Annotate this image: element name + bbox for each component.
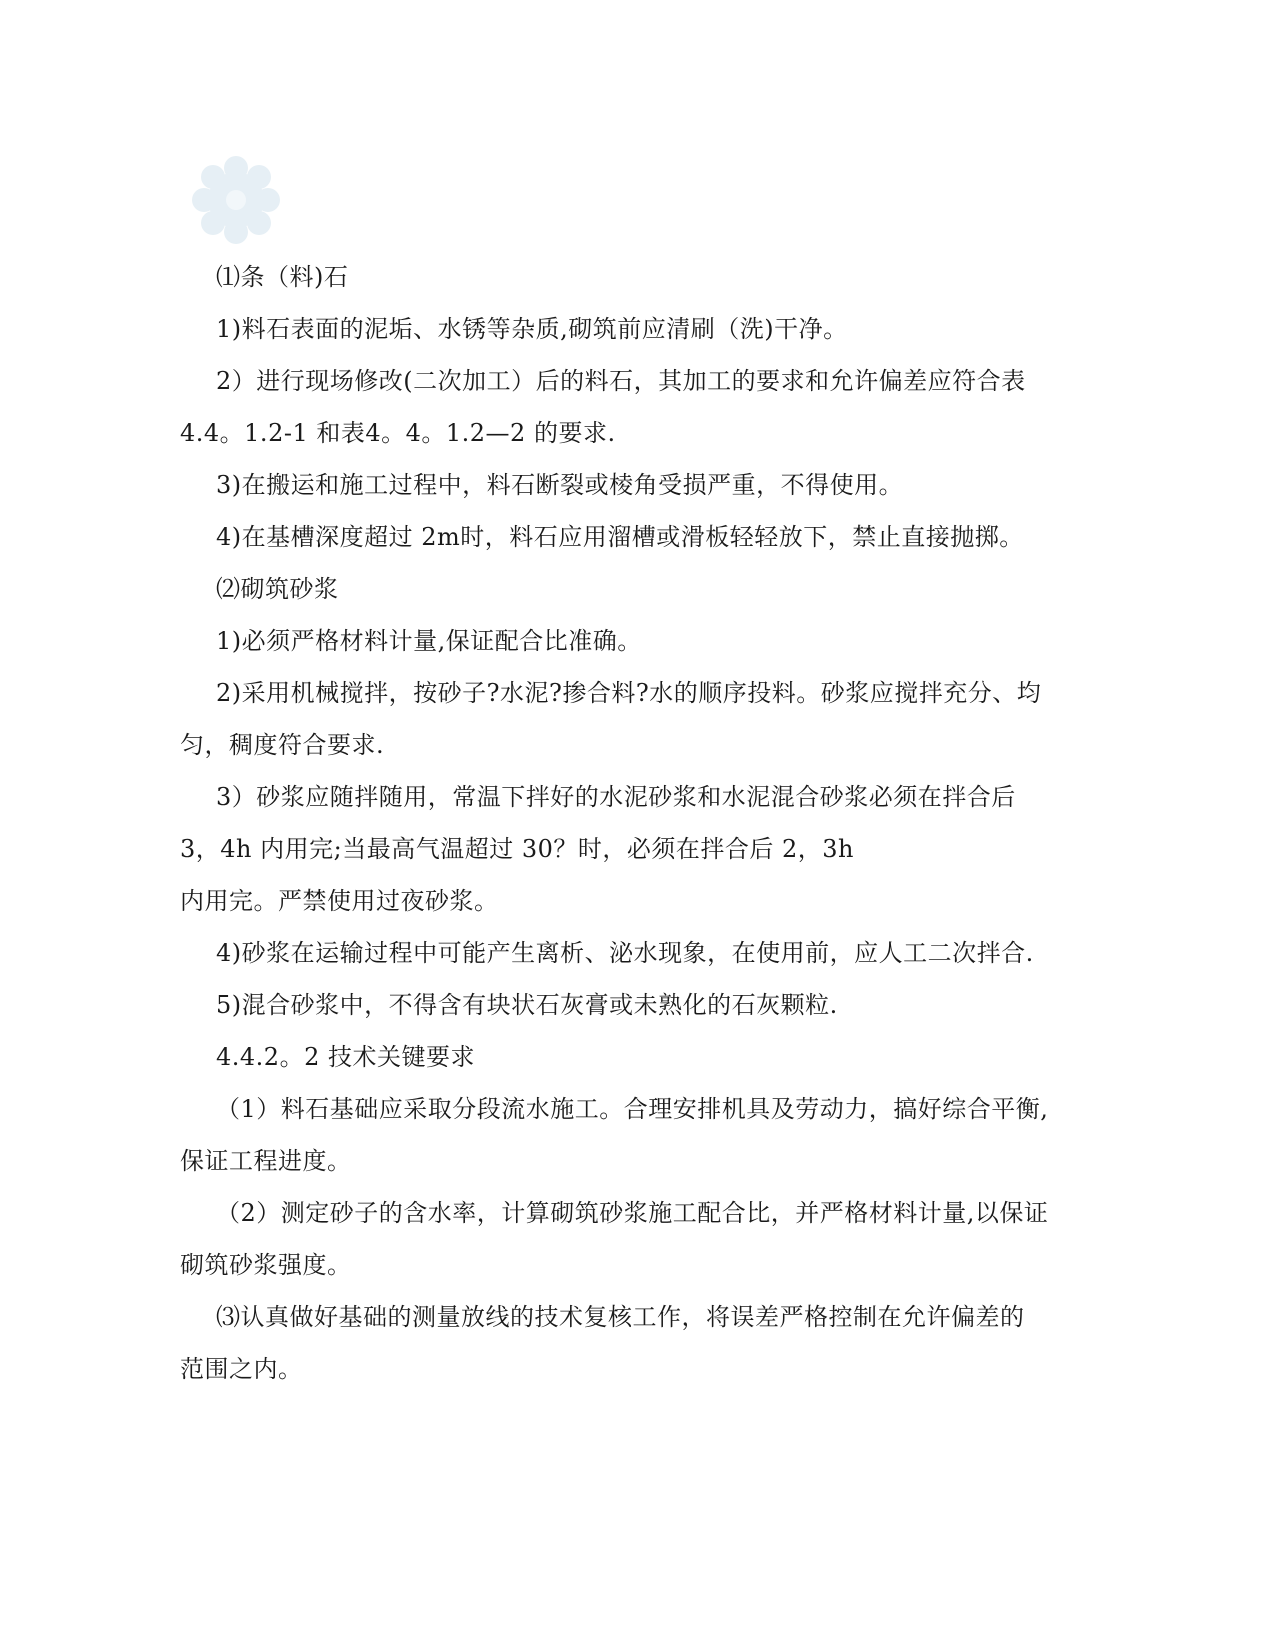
watermark-logo-icon	[186, 150, 286, 250]
paragraph-line: 范围之内。	[180, 1355, 303, 1383]
paragraph-line: 匀，稠度符合要求.	[180, 731, 385, 759]
paragraph-line: 3)在搬运和施工过程中，料石断裂或棱角受损严重，不得使用。	[216, 471, 904, 499]
heading-item-1: ⑴条（料)石	[216, 263, 349, 291]
paragraph-line: 2)采用机械搅拌，按砂子?水泥?掺合料?水的顺序投料。砂浆应搅拌充分、均	[216, 679, 1042, 707]
paragraph-line: 3，4h 内用完;当最高气温超过 30？时，必须在拌合后 2，3h	[180, 835, 855, 863]
paragraph-line: 1)必须严格材料计量,保证配合比准确。	[216, 627, 642, 655]
paragraph-line: （1）料石基础应采取分段流水施工。合理安排机具及劳动力，搞好综合平衡,	[216, 1095, 1049, 1123]
paragraph-line: 3）砂浆应随拌随用，常温下拌好的水泥砂浆和水泥混合砂浆必须在拌合后	[216, 783, 1016, 811]
paragraph-line: 4)砂浆在运输过程中可能产生离析、泌水现象，在使用前，应人工二次拌合.	[216, 939, 1034, 967]
paragraph-line: 保证工程进度。	[180, 1147, 352, 1175]
paragraph-line: 5)混合砂浆中，不得含有块状石灰膏或未熟化的石灰颗粒.	[216, 991, 838, 1019]
paragraph-line: 4)在基槽深度超过 2m时，料石应用溜槽或滑板轻轻放下，禁止直接抛掷。	[216, 523, 1024, 551]
paragraph-line: 砌筑砂浆强度。	[180, 1251, 352, 1279]
paragraph-line: 1)料石表面的泥垢、水锈等杂质,砌筑前应清刷（洗)干净。	[216, 315, 848, 343]
heading-item-2: ⑵砌筑砂浆	[216, 575, 339, 603]
paragraph-line: ⑶认真做好基础的测量放线的技术复核工作，将误差严格控制在允许偏差的	[216, 1303, 1025, 1331]
section-heading: 4.4.2。2 技术关键要求	[216, 1043, 475, 1071]
paragraph-line: 2）进行现场修改(二次加工）后的料石，其加工的要求和允许偏差应符合表	[216, 367, 1026, 395]
paragraph-line: （2）测定砂子的含水率，计算砌筑砂浆施工配合比，并严格材料计量,以保证	[216, 1199, 1049, 1227]
paragraph-line: 内用完。严禁使用过夜砂浆。	[180, 887, 499, 915]
paragraph-line: 4.4。1.2-1 和表4。4。1.2—2 的要求.	[180, 419, 616, 447]
